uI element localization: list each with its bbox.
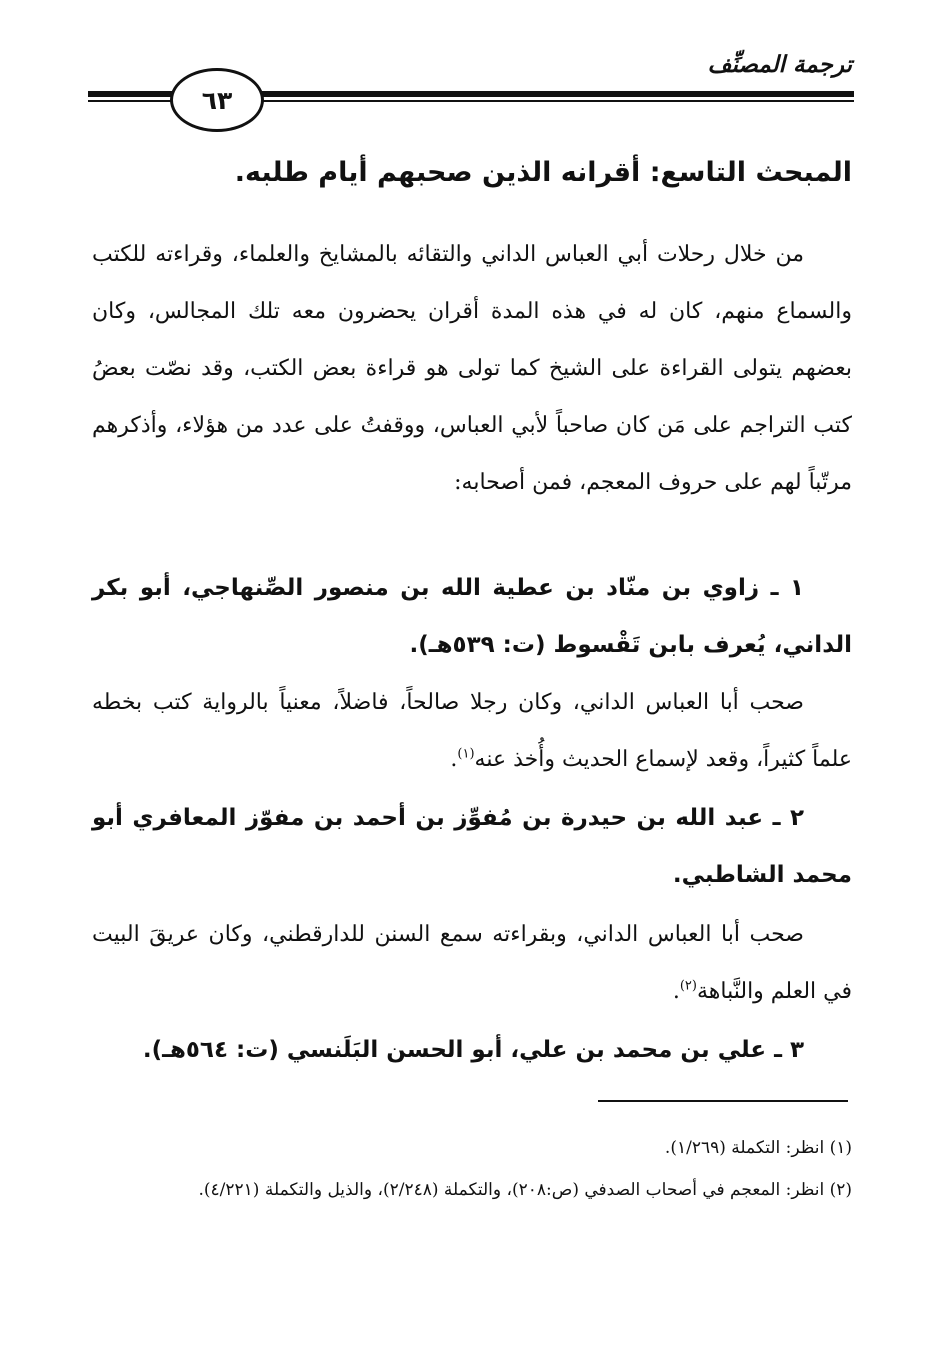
section-heading: المبحث التاسع: أقرانه الذين صحبهم أيام طلبه. [234, 157, 852, 188]
entry-1-body: صحب أبا العباس الداني، وكان رجلا صالحاً، فاضلاً، معنياً بالرواية كتب بخطه علماً كثيراً، وقعد لإسماع الحديث وأُخذ عنه$^{(١)}$. [92, 690, 852, 772]
entry-2-body: صحب أبا العباس الداني، وبقراءته سمع السنن للدارقطني، وكان عريقَ البيت في العلم والنَّباهة$^{(٢)}$. [92, 922, 852, 1004]
footnote-1: (١) انظر: التكملة (١/٢٦٩). [664, 1138, 852, 1158]
footnote-separator [598, 1100, 848, 1102]
footnote-ref-2: (٢) [679, 978, 697, 994]
footnote-2: (٢) انظر: المعجم في أصحاب الصدفي (ص:٢٠٨)، والتكملة (٢/٢٤٨)، والذيل والتكملة (٤/٢٢١). [198, 1180, 852, 1200]
entry-1-title: ١ ـ زاوي بن منّاد بن عطية الله بن منصور الصِّنهاجي، أبو بكر الداني، يُعرف بابن تَقْسوط (ت: ٥٣٩هـ). [92, 575, 852, 658]
entry-3-title: ٣ ـ علي بن محمد بن علي، أبو الحسن البَلَنسي (ت: ٥٦٤هـ). [142, 1037, 804, 1063]
running-title: ترجمة المصنِّف [707, 52, 852, 78]
page-number-text: ٦٣ [201, 85, 233, 115]
intro-text: من خلال رحلات أبي العباس الداني والتقائه بالمشايخ والعلماء، وقراءته للكتب والسماع منهم، كان له في هذه المدة أقران يحضرون معه تلك المجالس، وكان بعضهم يتولى القراءة على الشيخ كما تولى هو قراءة بعض الكتب، وقد نصّت بعضُ كتب التراجم على مَن كان صاحباً لأبي العباس، ووقفتُ على عدد من هؤلاء، وأذكرهم مرتّباً لهم على حروف المعجم، فمن أصحابه: [92, 242, 852, 495]
intro-paragraph [92, 226, 852, 511]
footnote-ref-1: (١) [457, 746, 475, 762]
entry-2-title: ٢ ـ عبد الله بن حيدرة بن مُفوِّز بن أحمد بن مفوّز المعافري أبو محمد الشاطبي. [92, 805, 852, 888]
page-number [170, 68, 264, 132]
